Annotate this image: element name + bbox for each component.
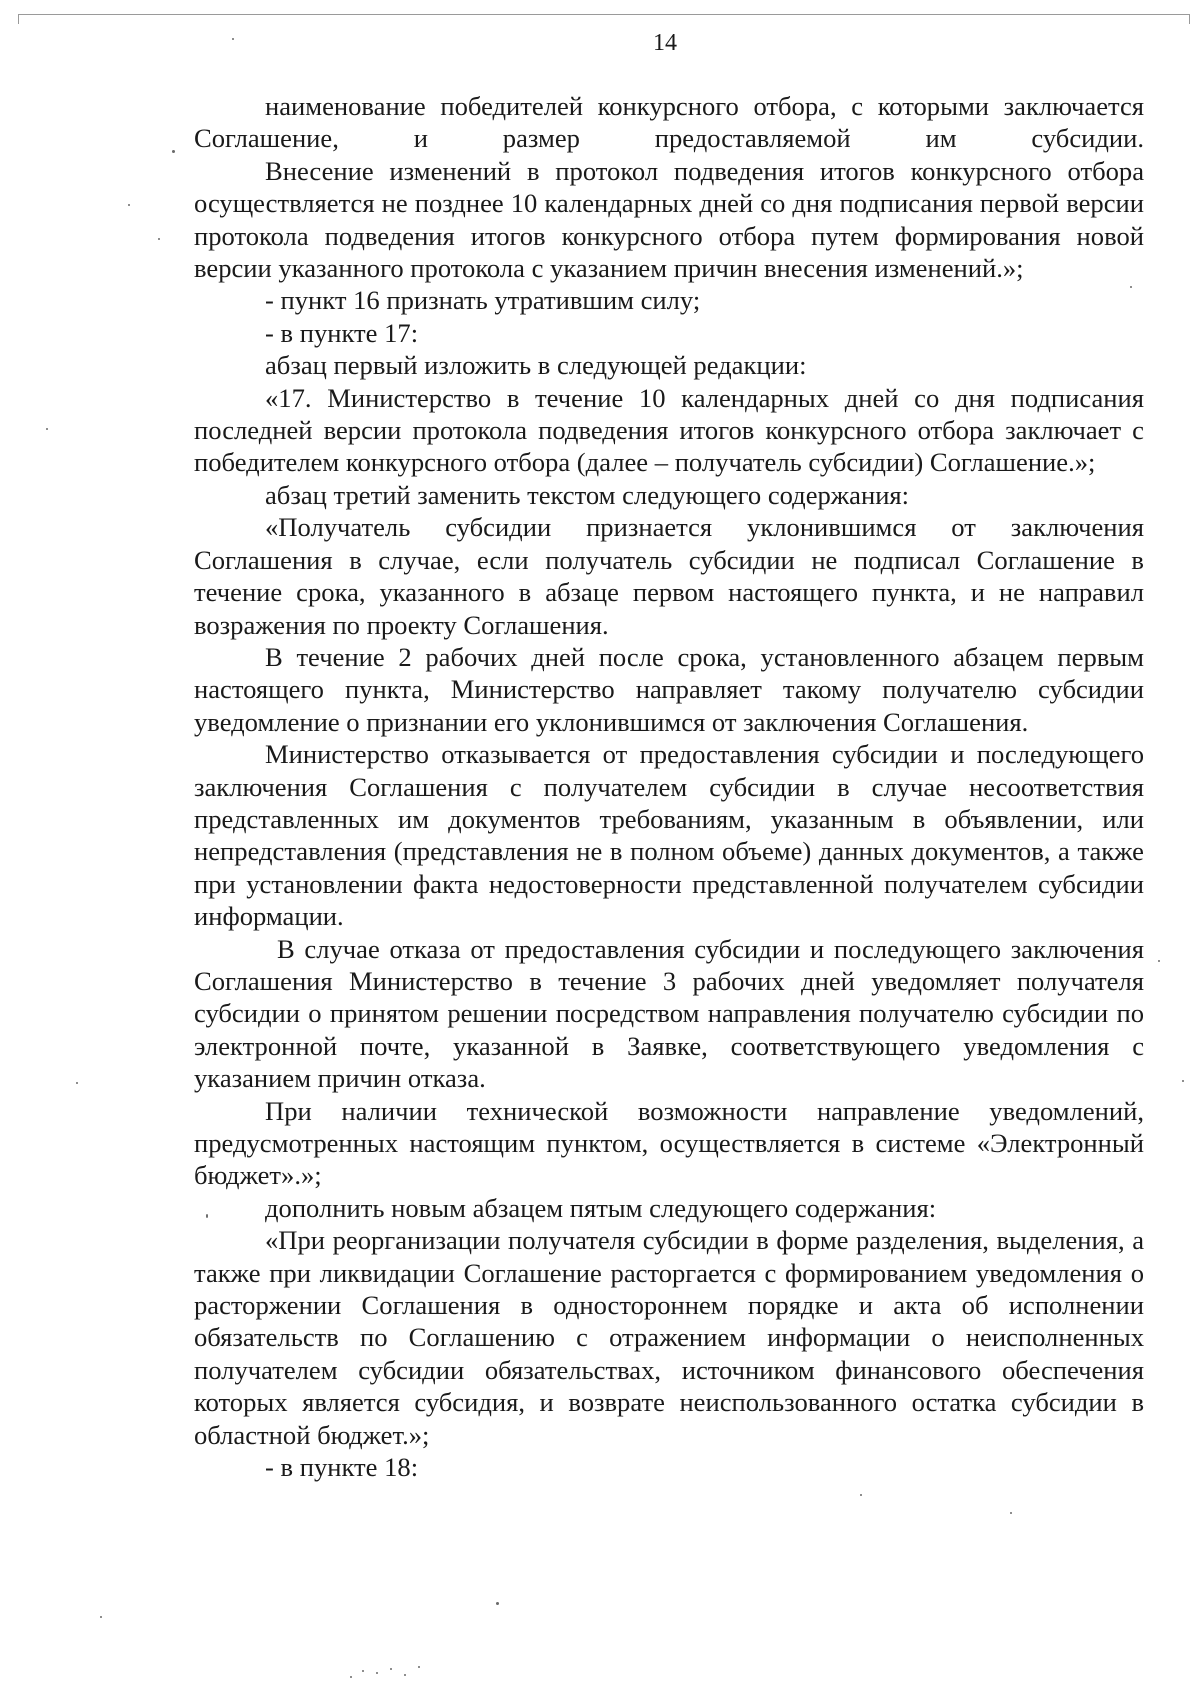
scan-speck	[418, 1666, 420, 1668]
page-number: 14	[653, 30, 677, 56]
scan-speck	[76, 1082, 78, 1084]
paragraph-instruction-third: абзац третий заменить текстом следующего содержания:	[265, 479, 910, 510]
paragraph-protocol-changes: Внесение изменений в протокол подведения итогов конкурсного отбора осуществляется не позднее 10 календарных дней со дня подписания первой версии протокола подведения итогов конкурсного отбора путем формирования новой версии указанного протокола с указанием причин внесения изменений.»;	[194, 155, 1144, 284]
paragraph-item-18-heading: - в пункте 18:	[265, 1452, 419, 1483]
paragraph-electronic-budget: При наличии технической возможности направление уведомлений, предусмотренных настоящим пунктом, осуществляется в системе «Электронный бюджет».»;	[194, 1095, 1144, 1191]
scan-speck	[206, 1214, 208, 1218]
scan-speck	[158, 238, 160, 240]
scan-speck	[1010, 1512, 1012, 1514]
scan-speck	[376, 1672, 378, 1674]
scan-speck	[1182, 1080, 1184, 1082]
scan-speck	[100, 1616, 102, 1618]
document-body	[194, 90, 1144, 1483]
paragraph-item-17-text: «17. Министерство в течение 10 календарных дней со дня подписания последней версии протокола подведения итогов конкурсного отбора заключает с победителем конкурсного отбора (далее – получатель субсидии) Соглашение.»;	[194, 382, 1144, 478]
scan-speck	[390, 1668, 392, 1670]
scan-speck	[404, 1674, 406, 1676]
scan-speck	[232, 38, 234, 40]
scan-speck	[362, 1670, 364, 1672]
scan-edge-mark-right	[1189, 14, 1190, 24]
paragraph-notification-deadline: В течение 2 рабочих дней после срока, установленного абзацем первым настоящего пункта, Министерство направляет такому получателю субсидии уведомление о признании его уклонившимся от заключения Соглашения.	[194, 641, 1144, 737]
paragraph-reorganization: «При реорганизации получателя субсидии в форме разделения, выделения, а также при ликвидации Соглашение расторгается с формированием уведомления о расторжении Соглашения в одностороннем порядке и акта об исполнении обязательств по Соглашению с отражением информации о неисполненных получателем субсидии обязательствах, источником финансового обеспечения которых является субсидия, и возврате неиспользованного остатка субсидии в областной бюджет.»;	[194, 1225, 1144, 1450]
paragraph-ministry-refusal: Министерство отказывается от предоставления субсидии и последующего заключения Соглашения с получателем субсидии в случае несоответствия представленных им документов требованиям, указанным в объявлении, или непредставления (представления не в полном объеме) данных документов, а также при установлении факта недостоверности представленной получателем субсидии информации.	[194, 739, 1144, 932]
paragraph-refusal-notice: В случае отказа от предоставления субсидии и последующего заключения Соглашения Министерство в течение 3 рабочих дней уведомляет получателя субсидии о принятом решении посредством направления получателю субсидии по электронной почте, указанной в Заявке, соответствующего уведомления с указанием причин отказа.	[194, 933, 1144, 1094]
paragraph-item-16: - пункт 16 признать утратившим силу;	[265, 285, 701, 316]
paragraph-instruction-first: абзац первый изложить в следующей редакции:	[265, 350, 807, 381]
paragraph-item-17-heading: - в пункте 17:	[265, 317, 419, 348]
scan-speck	[496, 1602, 499, 1605]
scan-speck	[350, 1676, 352, 1678]
paragraph-recipient-evasion: «Получатель субсидии признается уклонившимся от заключения Соглашения в случае, если получатель субсидии не подписал Соглашение в течение срока, указанного в абзаце первом настоящего пункта, и не направил возражения по проекту Соглашения.	[194, 512, 1144, 640]
paragraph-continuation: наименование победителей конкурсного отбора, с которыми заключается Соглашение, и размер предоставляемой им субсидии.	[194, 91, 1144, 154]
scan-speck	[46, 428, 48, 430]
scan-top-edge	[18, 14, 1190, 15]
scan-speck	[1130, 286, 1132, 288]
scan-speck	[1158, 960, 1160, 962]
scan-speck	[128, 204, 130, 206]
scan-speck	[860, 1494, 862, 1496]
scan-edge-mark-left	[18, 14, 19, 24]
scan-speck	[172, 150, 175, 153]
paragraph-instruction-fifth: дополнить новым абзацем пятым следующего содержания:	[265, 1192, 937, 1223]
